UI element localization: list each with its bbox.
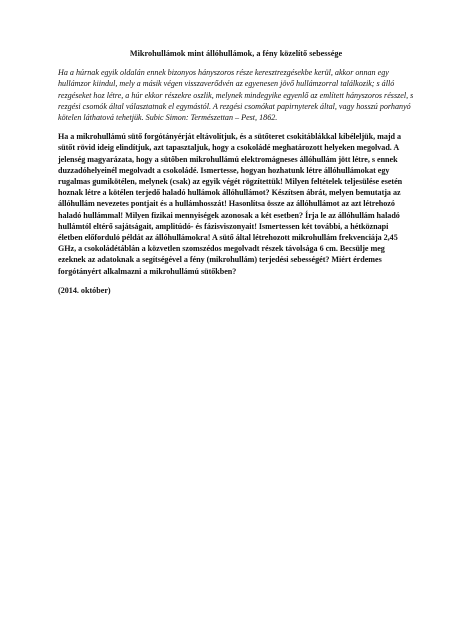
task-paragraph: Ha a mikrohullámú sütő forgótányérját eltávolítjuk, és a sütőteret csokitáblákkal kibéleljük, majd a sütőt rövid ideig elindítjuk, azt tapasztaljuk, hogy a csokoládé meghatározott helyeken megolvad. A jelenség magyarázata, hogy a sütőben mikrohullámú elektromágneses állóhullám jött létre, s ennek duzzadóhelyeinél megolvadt a csokoládé. Ismertesse, hogyan hozhatunk létre állóhullámokat egy rugalmas gumikötélen, melynek (csak) az egyik végét rögzítettük! Milyen feltételek teljesülése esetén hoznak létre a kötélen terjedő haladó hullámok állóhullámot? Készítsen ábrát, melyen bemutatja az állóhullám nevezetes pontjait és a hullámhosszát! Hasonlítsa össze az állóhullámot az azt létrehozó haladó hullámmal! Milyen fizikai mennyiségek azonosak a két esetben? Írja le az állóhullám haladó hullámtól eltérő sajátságait, amplitúdó- és fázisviszonyait! Ismertessen két további, a hétköznapi életben előforduló példát az állóhullámokra! A sütő által létrehozott mikrohullám frekvenciája 2,45 GHz, a csokoládétáblán a közvetlen szomszédos megolvadt részek távolsága 6 cm. Becsülje meg ezeknek az adatoknak a segítségével a fény (mikrohullám) terjedési sebességét? Miért érdemes forgótányért alkalmazni a mikrohullámú sütőkben? (58, 132, 403, 276)
document-page (58, 48, 414, 296)
document-date: (2014. október) (58, 285, 111, 295)
epigraph-quote: Ha a húrnak egyik oldalán ennek bizonyos hányszoros része keresztrezgésekbe kerül, akkor onnan egy hullámzor kiindul, mely a másik végen visszaverődvén az egyenesen jövő hullámzorral találkozik; s álló rezgéseket hoz létre, a húr ekkor részekre oszlik, melynek mindegyike egyenlő az említett hányszoros résszel, s rezgési csomók által választatnak el egymástól. A rezgési csomókat papirnyterek által, vagy hosszú porhanyó kötelen láthatová tehetjük. Subic Simon: Természettan – Pest, 1862. (58, 68, 414, 122)
document-title: Mikrohullámok mint állóhullámok, a fény közelítő sebessége (129, 49, 343, 58)
